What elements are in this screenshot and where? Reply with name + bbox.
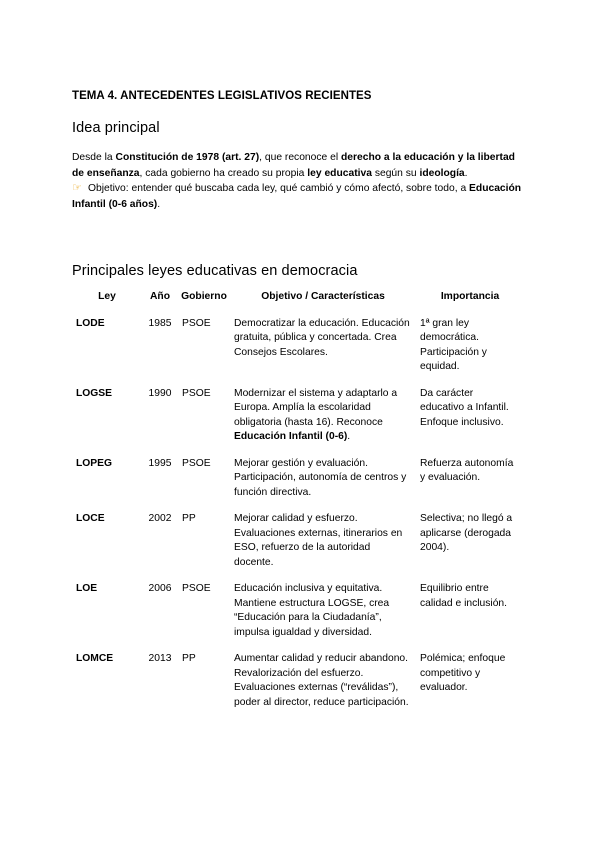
cell-gobierno: PSOE — [182, 387, 211, 399]
header-anio: Año — [149, 291, 170, 302]
objetivo-end: . — [347, 431, 351, 442]
cell-ley: LOCE — [76, 513, 105, 524]
objetivo-text: Modernizar el sistema y adaptarlo a Europa. Amplía la escolaridad obligatoria (hasta 16). Reconoce — [234, 387, 398, 428]
header-gobierno: Gobierno — [181, 291, 227, 302]
section-heading-idea-principal: Idea principal — [72, 120, 160, 136]
intro-text: , que reconoce el — [259, 152, 341, 163]
objective-text-end: . — [157, 198, 161, 210]
cell-importancia: Equilibrio entre calidad e inclusión. — [420, 583, 508, 609]
cell-anio: 2002 — [148, 513, 172, 524]
cell-anio: 1990 — [148, 387, 172, 399]
table-row — [72, 315, 524, 385]
cell-importancia: Polémica; enfoque competitivo y evaluador. — [420, 653, 506, 693]
cell-ley: LOGSE — [76, 387, 113, 399]
cell-objetivo — [230, 385, 416, 455]
cell-objetivo: Democratizar la educación. Educación gratuita, pública y concertada. Crea Consejos Escolares. — [234, 317, 410, 358]
header-ley: Ley — [98, 291, 116, 302]
cell-gobierno: PSOE — [182, 317, 211, 329]
cell-importancia: Selectiva; no llegó a aplicarse (derogada 2004). — [420, 513, 513, 553]
cell-ley: LOE — [76, 583, 98, 594]
intro-text: . — [464, 167, 468, 179]
cell-gobierno: PSOE — [182, 583, 211, 594]
cell-objetivo: Educación inclusiva y equitativa. Mantiene estructura LOGSE, crea “Educación para la Ciudadanía”, impulsa igualdad y diversidad. — [234, 583, 390, 638]
table-row — [72, 650, 524, 720]
cell-gobierno: PP — [182, 513, 196, 524]
intro-text: según su — [371, 167, 420, 179]
cell-importancia: Da carácter educativo a Infantil. Enfoque inclusivo. — [420, 387, 509, 428]
cell-importancia: Refuerza autonomía y evaluación. — [420, 457, 514, 483]
objetivo-bold: Educación Infantil (0-6) — [234, 431, 348, 442]
cell-importancia: 1ª gran ley democrática. Participación y equidad. — [420, 317, 487, 372]
objective-text: Objetivo: entender qué buscaba cada ley, qué cambió y cómo afectó, sobre todo, a — [88, 183, 470, 194]
laws-table — [72, 288, 524, 720]
intro-bold-constitucion: Constitución de 1978 (art. 27) — [115, 152, 260, 163]
table-row — [72, 455, 524, 511]
intro-text: , cada gobierno ha creado su propia — [139, 167, 308, 179]
header-objetivo: Objetivo / Características — [261, 291, 385, 302]
section-heading-leyes: Principales leyes educativas en democracia — [72, 263, 358, 279]
intro-bold-ley-educativa: ley educativa — [307, 167, 372, 179]
backhand-index-pointing-right-icon: ☞ — [72, 182, 82, 194]
intro-bold-derecho: derecho a la educación y la libertad de enseñanza — [72, 152, 515, 179]
cell-anio: 2013 — [148, 653, 172, 664]
cell-ley: LOPEG — [76, 457, 113, 469]
table-row — [72, 385, 524, 455]
laws-table-header-row — [72, 288, 524, 315]
cell-gobierno: PSOE — [182, 457, 211, 469]
cell-ley: LODE — [76, 317, 105, 329]
document-title: TEMA 4. ANTECEDENTES LEGISLATIVOS RECIENTES — [72, 90, 372, 102]
table-row — [72, 580, 524, 650]
table-row — [72, 510, 524, 580]
cell-gobierno: PP — [182, 653, 196, 664]
cell-objetivo: Mejorar gestión y evaluación. Participación, autonomía de centros y función directiva. — [234, 457, 407, 498]
cell-anio: 2006 — [148, 583, 172, 594]
cell-anio: 1995 — [148, 457, 172, 469]
cell-objetivo: Aumentar calidad y reducir abandono. Revalorización del esfuerzo. Evaluaciones externas (“reválidas”), poder al director, reduce participación. — [234, 653, 409, 708]
cell-ley: LOMCE — [76, 653, 114, 664]
header-importancia: Importancia — [440, 291, 500, 302]
objective-bold-infantil: Educación Infantil (0-6 años) — [72, 183, 522, 210]
intro-bold-ideologia: ideología — [419, 167, 465, 179]
intro-text: Desde la — [72, 152, 116, 163]
intro-paragraph — [72, 150, 522, 212]
cell-objetivo: Mejorar calidad y esfuerzo. Evaluaciones externas, itinerarios en ESO, refuerzo de la autoridad docente. — [234, 513, 403, 568]
cell-anio: 1985 — [148, 317, 172, 329]
